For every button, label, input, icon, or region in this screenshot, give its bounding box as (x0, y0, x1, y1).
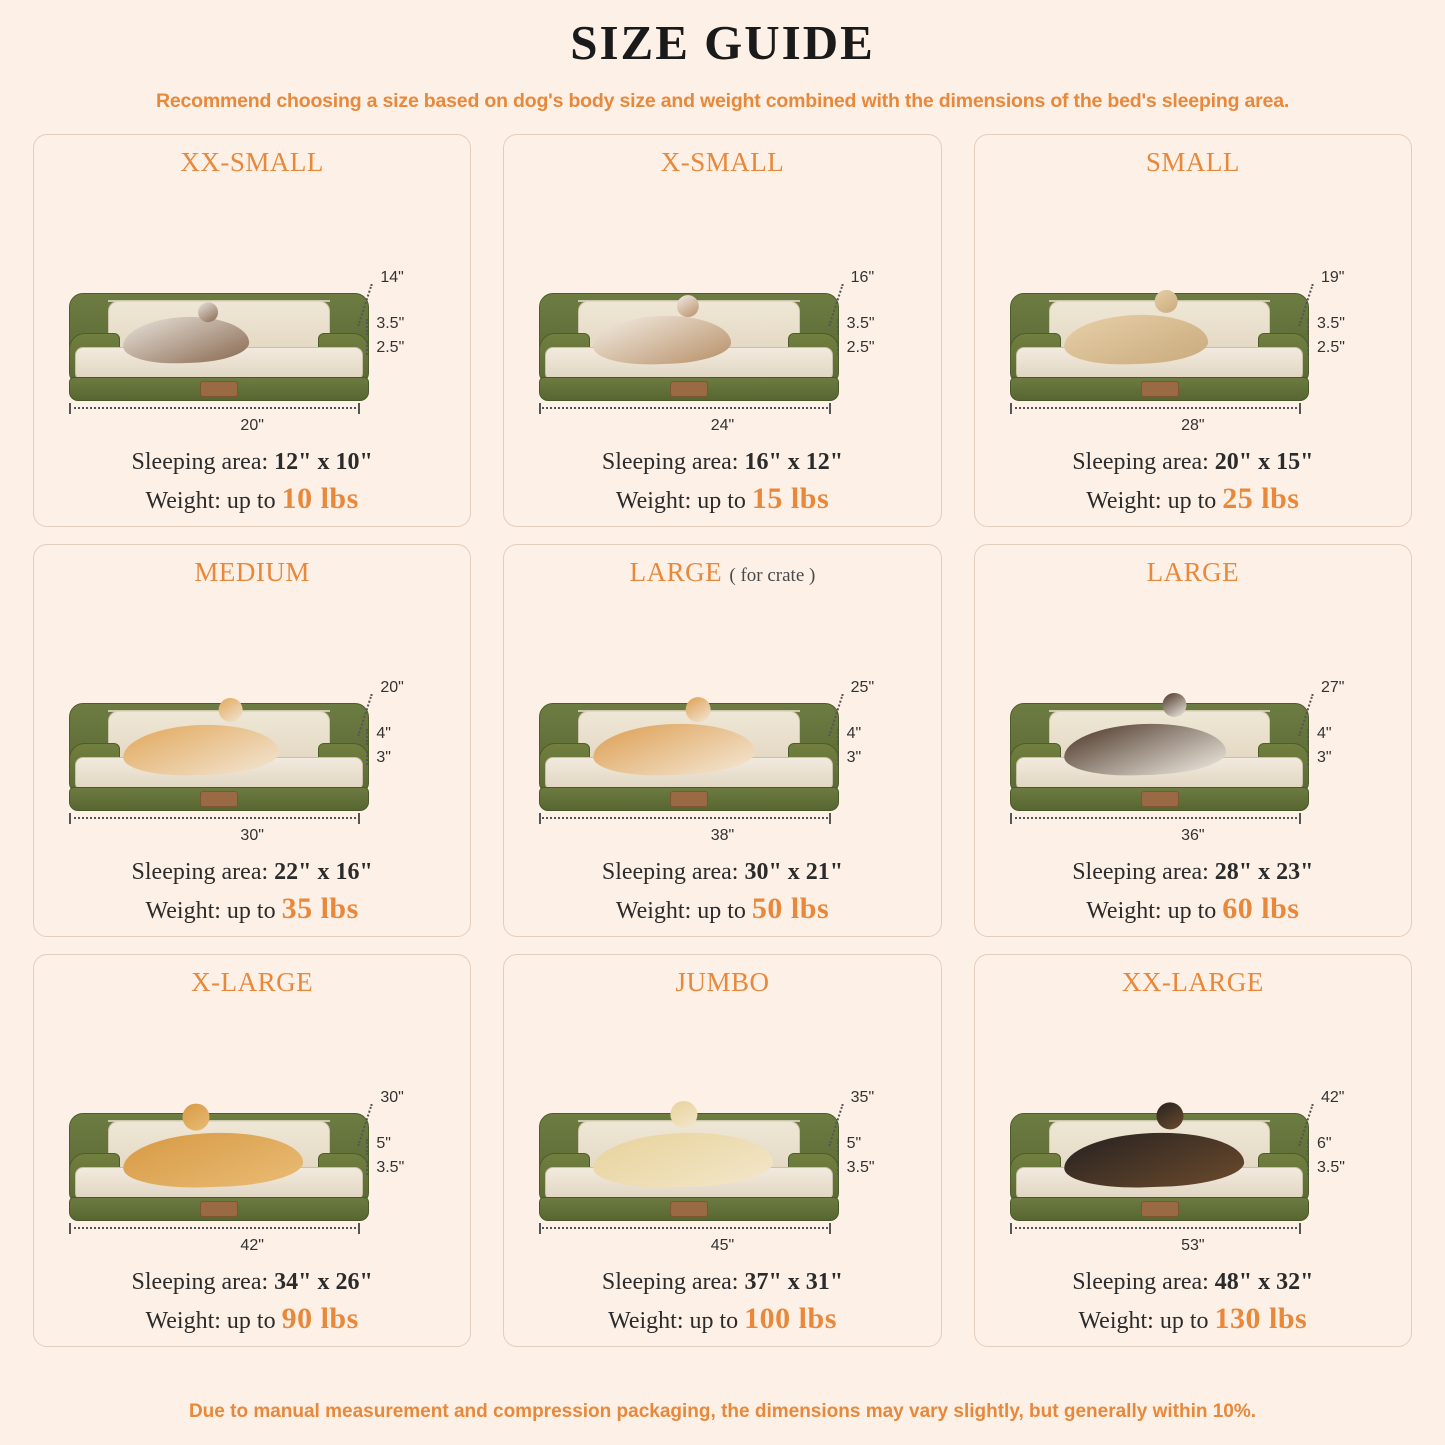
bed-illustration (985, 591, 1401, 859)
height-top-value: 5" (846, 1134, 862, 1152)
weight-value: 25 lbs (1222, 481, 1300, 515)
size-name: XX-LARGE (1121, 966, 1264, 997)
width-value: 45" (710, 1236, 735, 1254)
sleeping-area-value: 48" x 32" (1214, 1268, 1314, 1295)
bed-illustration (514, 1001, 930, 1269)
sleeping-area-value: 20" x 15" (1214, 448, 1314, 475)
height-dimensions (817, 267, 929, 387)
height-dimensions (817, 1087, 929, 1207)
dimension-tick-bottom (1307, 1161, 1309, 1175)
sleeping-area-row (514, 1269, 930, 1296)
width-cap-right (829, 1223, 831, 1234)
size-card (33, 954, 471, 1347)
width-dimension-line (69, 1223, 360, 1235)
bed-illustration (985, 1001, 1401, 1269)
weight-label: Weight: up to (1086, 487, 1223, 514)
height-top-value: 4" (846, 724, 862, 742)
brand-tag (200, 791, 238, 807)
height-dimensions (346, 267, 458, 387)
brand-tag (200, 1201, 238, 1217)
depth-value: 42" (1321, 1088, 1345, 1106)
depth-value: 14" (380, 268, 404, 286)
bed-illustration (44, 591, 460, 859)
dimension-tick-bottom (837, 1161, 839, 1175)
height-dimensions (346, 677, 458, 797)
brand-tag (670, 381, 708, 397)
sleeping-area-value: 22" x 16" (274, 858, 373, 885)
weight-row (985, 482, 1401, 516)
weight-row (514, 892, 930, 926)
width-cap-right (358, 403, 360, 414)
width-cap-right (829, 813, 831, 824)
width-value: 20" (240, 416, 264, 434)
size-card-specs (985, 1269, 1401, 1336)
height-bottom-value: 2.5" (1317, 338, 1345, 356)
width-value: 36" (1181, 826, 1205, 844)
depth-value: 27" (1321, 678, 1345, 696)
size-card (974, 544, 1412, 937)
dimension-tick-top (1307, 729, 1309, 745)
width-rule (539, 817, 830, 819)
dimension-tick-top (1307, 319, 1309, 335)
brand-tag (1141, 1201, 1179, 1217)
height-top-value: 4" (376, 724, 391, 742)
bed-piping (108, 1120, 330, 1122)
size-card-specs (44, 1269, 460, 1336)
dog-bed (69, 1113, 369, 1221)
width-value: 30" (240, 826, 264, 844)
weight-value: 100 lbs (744, 1301, 837, 1335)
dimension-tick-top (837, 319, 839, 335)
width-cap-right (1299, 1223, 1301, 1234)
sleeping-area-value: 30" x 21" (744, 858, 844, 885)
depth-value: 19" (1321, 268, 1345, 286)
sleeping-area-label: Sleeping area: (131, 448, 275, 475)
weight-label: Weight: up to (145, 1307, 282, 1334)
weight-label: Weight: up to (608, 1307, 745, 1334)
dimension-leader-line (1298, 284, 1313, 326)
weight-label: Weight: up to (615, 487, 752, 514)
size-card-specs (44, 859, 460, 926)
dimension-tick-bottom (1307, 751, 1309, 765)
brand-tag (1141, 791, 1179, 807)
size-name: X-LARGE (191, 966, 314, 997)
dimension-tick-bottom (366, 341, 368, 355)
depth-value: 20" (380, 678, 404, 696)
sleeping-area-label: Sleeping area: (1072, 1268, 1215, 1295)
width-rule (1010, 1227, 1301, 1229)
width-rule (69, 407, 360, 409)
dog-bed (1010, 293, 1310, 401)
weight-value: 50 lbs (751, 891, 830, 925)
size-card-specs (985, 449, 1401, 516)
height-bottom-value: 3" (1317, 748, 1332, 766)
width-dimension-line (1010, 813, 1301, 825)
dimension-leader-line (358, 1104, 373, 1146)
size-name: MEDIUM (194, 556, 310, 587)
height-top-value: 4" (1317, 724, 1332, 742)
size-card (503, 954, 941, 1347)
depth-value: 30" (380, 1088, 404, 1106)
page-title: SIZE GUIDE (570, 15, 875, 70)
dimension-tick-top (366, 1139, 368, 1155)
weight-value: 15 lbs (751, 481, 830, 515)
height-dimensions (1287, 267, 1399, 387)
height-top-value: 3.5" (846, 314, 875, 332)
dimension-leader-line (828, 1104, 843, 1146)
height-dimensions (817, 677, 929, 797)
height-bottom-value: 3.5" (1317, 1158, 1345, 1176)
dog-bed (539, 703, 839, 811)
size-cards-grid (28, 134, 1417, 1347)
sleeping-area-row (44, 859, 460, 886)
height-dimensions (1287, 677, 1399, 797)
size-name: LARGE (1146, 556, 1240, 587)
size-name: JUMBO (675, 966, 770, 997)
dimension-tick-top (366, 729, 368, 745)
size-card-specs (514, 859, 930, 926)
size-card-specs (514, 1269, 930, 1336)
weight-row (44, 1302, 460, 1336)
dimension-leader-line (828, 284, 843, 326)
sleeping-area-row (514, 859, 930, 886)
width-value: 28" (1181, 416, 1205, 434)
dog-bed (69, 293, 369, 401)
bed-illustration (514, 591, 930, 859)
sleeping-area-value: 28" x 23" (1214, 858, 1314, 885)
height-bottom-value: 3.5" (376, 1158, 405, 1176)
size-name: SMALL (1145, 146, 1240, 177)
weight-row (514, 1302, 930, 1336)
sleeping-area-row (985, 1269, 1401, 1296)
sleeping-area-label: Sleeping area: (1072, 858, 1215, 885)
sleeping-area-value: 12" x 10" (274, 448, 373, 475)
height-top-value: 3.5" (1317, 314, 1345, 332)
width-rule (69, 817, 360, 819)
height-dimensions (346, 1087, 458, 1207)
size-card-title (514, 147, 930, 181)
sleeping-area-row (514, 449, 930, 476)
sleeping-area-label: Sleeping area: (131, 1268, 275, 1295)
sleeping-area-label: Sleeping area: (601, 1268, 745, 1295)
size-card-title (44, 967, 460, 1001)
dog-bed (1010, 703, 1310, 811)
height-dimensions (1287, 1087, 1399, 1207)
bed-piping (1049, 710, 1271, 712)
size-card (33, 134, 471, 527)
height-bottom-value: 3.5" (846, 1158, 875, 1176)
dimension-tick-top (837, 729, 839, 745)
brand-tag (670, 791, 708, 807)
weight-row (44, 892, 460, 926)
size-card (33, 544, 471, 937)
width-value: 53" (1181, 1236, 1205, 1254)
sleeping-area-row (44, 449, 460, 476)
weight-label: Weight: up to (145, 897, 282, 924)
size-name: X-SMALL (660, 146, 785, 177)
brand-tag (200, 381, 238, 397)
size-card-title (985, 967, 1401, 1001)
width-cap-right (358, 813, 360, 824)
width-rule (539, 1227, 830, 1229)
dog-head (197, 302, 218, 323)
bed-piping (108, 300, 330, 302)
width-value: 38" (710, 826, 735, 844)
size-card-specs (44, 449, 460, 516)
size-name: XX-SMALL (180, 146, 324, 177)
bed-illustration (44, 1001, 460, 1269)
depth-value: 25" (850, 678, 875, 696)
size-card (503, 544, 941, 937)
dimension-tick-top (1307, 1139, 1309, 1155)
dog-bed (539, 293, 839, 401)
dimension-tick-bottom (366, 1161, 368, 1175)
width-dimension-line (69, 403, 360, 415)
width-dimension-line (69, 813, 360, 825)
size-card (974, 134, 1412, 527)
bed-illustration (44, 181, 460, 449)
sleeping-area-label: Sleeping area: (131, 858, 275, 885)
weight-label: Weight: up to (1086, 897, 1223, 924)
weight-row (514, 482, 930, 516)
width-rule (1010, 407, 1301, 409)
dimension-tick-bottom (1307, 341, 1309, 355)
weight-value: 90 lbs (281, 1301, 359, 1335)
dimension-leader-line (358, 694, 373, 736)
dimension-leader-line (358, 284, 373, 326)
size-card-title (44, 147, 460, 181)
dimension-tick-bottom (366, 751, 368, 765)
dimension-tick-top (837, 1139, 839, 1155)
dimension-tick-top (366, 319, 368, 335)
brand-tag (1141, 381, 1179, 397)
width-cap-right (1299, 813, 1301, 824)
width-cap-right (1299, 403, 1301, 414)
width-value: 24" (710, 416, 735, 434)
weight-value: 35 lbs (281, 891, 359, 925)
sleeping-area-label: Sleeping area: (1072, 448, 1215, 475)
height-top-value: 5" (376, 1134, 391, 1152)
size-card (974, 954, 1412, 1347)
sleeping-area-label: Sleeping area: (601, 448, 745, 475)
width-dimension-line (539, 1223, 830, 1235)
dimension-leader-line (1298, 694, 1313, 736)
depth-value: 16" (850, 268, 875, 286)
weight-value: 10 lbs (281, 481, 359, 515)
bed-illustration (985, 181, 1401, 449)
height-bottom-value: 3" (846, 748, 862, 766)
weight-row (985, 892, 1401, 926)
width-rule (69, 1227, 360, 1229)
size-note: ( for crate ) (729, 564, 816, 586)
dimension-tick-bottom (837, 751, 839, 765)
width-dimension-line (1010, 403, 1301, 415)
bed-illustration (514, 181, 930, 449)
footer-note: Due to manual measurement and compression packaging, the dimensions may vary slightly, but generally within 10%. (188, 1401, 1257, 1422)
height-bottom-value: 2.5" (846, 338, 875, 356)
sleeping-area-value: 37" x 31" (744, 1268, 844, 1295)
height-top-value: 6" (1317, 1134, 1332, 1152)
dimension-tick-bottom (837, 341, 839, 355)
weight-label: Weight: up to (615, 897, 752, 924)
sleeping-area-value: 16" x 12" (744, 448, 844, 475)
weight-row (44, 482, 460, 516)
width-dimension-line (539, 813, 830, 825)
width-dimension-line (1010, 1223, 1301, 1235)
sleeping-area-value: 34" x 26" (274, 1268, 373, 1295)
size-card-title (985, 147, 1401, 181)
weight-label: Weight: up to (1078, 1307, 1215, 1334)
sleeping-area-row (44, 1269, 460, 1296)
weight-row (985, 1302, 1401, 1336)
width-cap-right (829, 403, 831, 414)
dimension-leader-line (1298, 1104, 1313, 1146)
weight-value: 60 lbs (1222, 891, 1300, 925)
weight-value: 130 lbs (1214, 1301, 1308, 1335)
width-dimension-line (539, 403, 830, 415)
width-value: 42" (240, 1236, 264, 1254)
height-bottom-value: 3" (376, 748, 391, 766)
height-bottom-value: 2.5" (376, 338, 405, 356)
dog-bed (539, 1113, 839, 1221)
width-rule (1010, 817, 1301, 819)
size-name: LARGE (629, 556, 723, 587)
size-card-title (985, 557, 1401, 591)
size-card-specs (985, 859, 1401, 926)
weight-label: Weight: up to (145, 487, 282, 514)
size-card-specs (514, 449, 930, 516)
sleeping-area-row (985, 859, 1401, 886)
height-top-value: 3.5" (376, 314, 405, 332)
depth-value: 35" (850, 1088, 875, 1106)
width-cap-right (358, 1223, 360, 1234)
dimension-leader-line (828, 694, 843, 736)
dog-bed (1010, 1113, 1310, 1221)
sleeping-area-label: Sleeping area: (601, 858, 745, 885)
size-card (503, 134, 941, 527)
brand-tag (670, 1201, 708, 1217)
dog-head (218, 697, 243, 722)
width-rule (539, 407, 830, 409)
page-subtitle: Recommend choosing a size based on dog's body size and weight combined with the dimensions of the bed's sleeping area. (155, 89, 1290, 112)
size-card-title (514, 967, 930, 1001)
size-card-title (44, 557, 460, 591)
sleeping-area-row (985, 449, 1401, 476)
dog-bed (69, 703, 369, 811)
size-card-title (514, 557, 930, 591)
